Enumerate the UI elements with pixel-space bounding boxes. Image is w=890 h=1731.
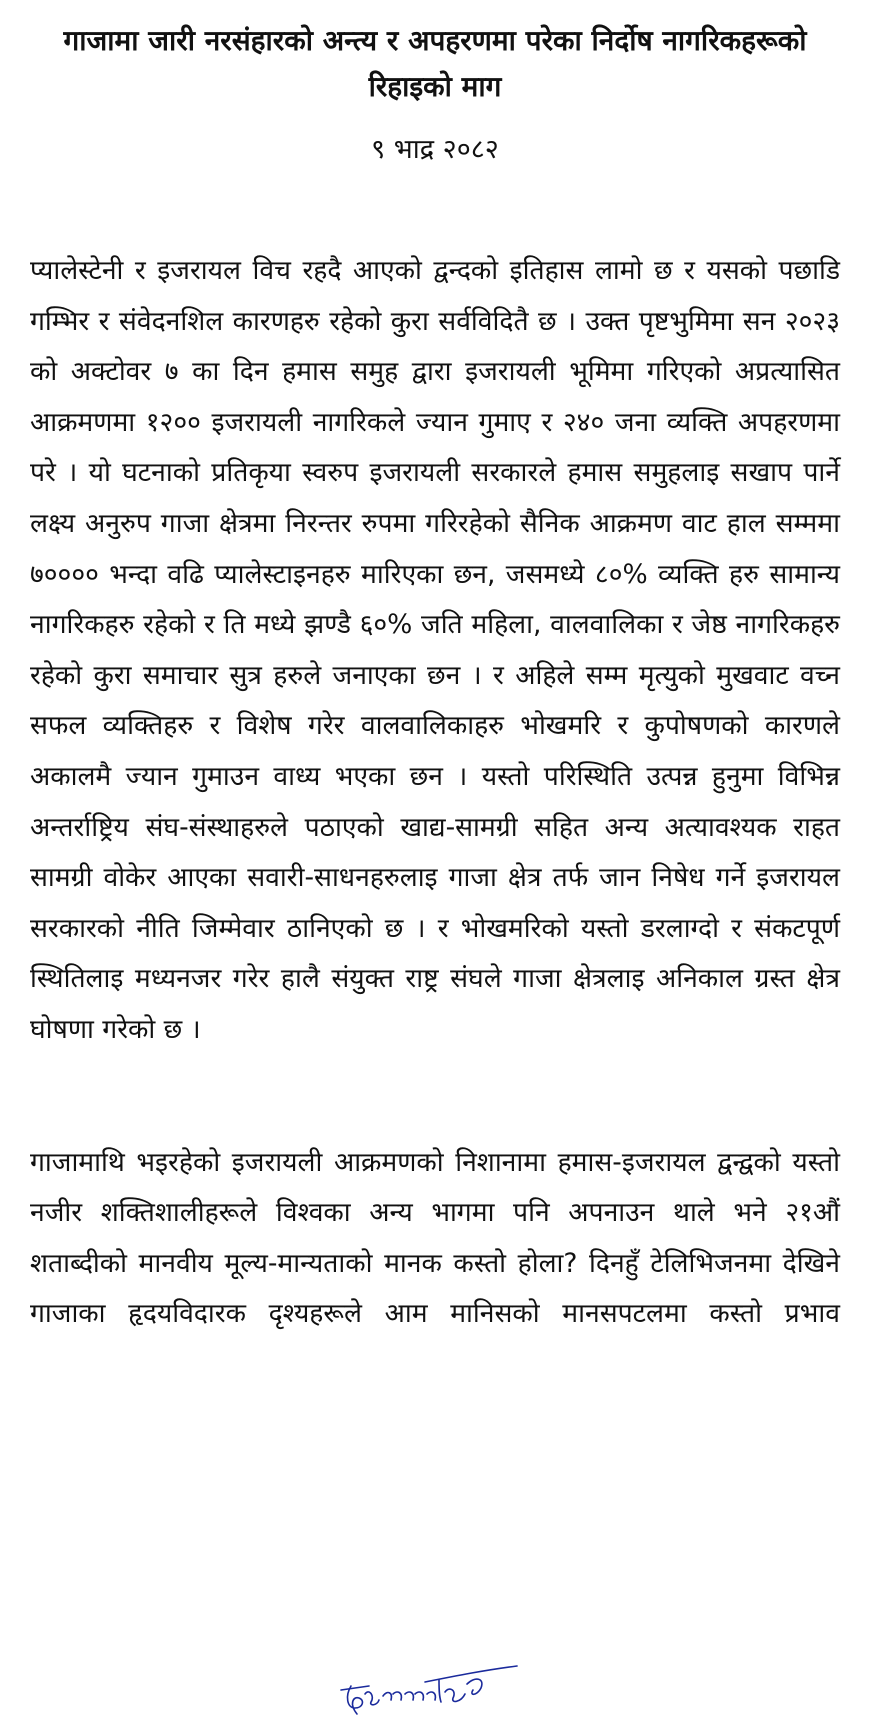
paragraph-1: प्यालेस्टेनी र इजरायल विच रहदै आएको द्वन्दको इतिहास लामो छ र यसको पछाडि गम्भिर र संवेदनशिल कारणहरु रहेको कुरा सर्वविदितै छ । उक्त पृष्टभुमिमा सन २०२३ को अक्टोवर ७ का दिन हमास समुह द्वारा इजरायली भूमिमा गरिएको अप्रत्यासित आक्रमणमा १२०० इजरायली नागरिकले ज्यान गुमाए र २४० जना व्यक्ति अपहरणमा परे । यो घटनाको प्रतिकृया स्वरुप इजरायली सरकारले हमास समुहलाइ सखाप पार्ने लक्ष्य अनुरुप गाजा क्षेत्रमा निरन्तर रुपमा गरिरहेको सैनिक आक्रमण वाट हाल सम्ममा ७०००० भन्दा वढि प्यालेस्टाइनहरु मारिएका छन, जसमध्ये ८०% व्यक्ति हरु सामान्य नागरिकहरु रहेको र ति मध्ये झण्डै ६०% जति महिला, वालवालिका र जेष्ठ नागरिकहरु रहेको कुरा समाचार सुत्र हरुले जनाएका छन । र अहिले सम्म मृत्युको मुखवाट वच्न सफल व्यक्तिहरु र विशेष गरेर वालवालिकाहरु भोखमरि र कुपोषणको कारणले अकालमै ज्यान गुमाउन वाध्य भएका छन । यस्तो परिस्थिति उत्पन्न हुनुमा विभिन्न अन्तर्राष्ट्रिय संघ-संस्थाहरुले पठाएको खाद्य-सामग्री सहित अन्य अत्यावश्यक राहत सामग्री वोकेर आएका सवारी-साधनहरुलाइ गाजा क्षेत्र तर्फ जान निषेध गर्ने इजरायल सरकारको नीति जिम्मेवार ठानिएको छ । र भोखमरिको यस्तो डरलाग्दो र संकटपूर्ण स्थितिलाइ मध्यनजर गरेर हालै संयुक्त राष्ट्र संघले गाजा क्षेत्रलाइ अनिकाल ग्रस्त क्षेत्र घोषणा गरेको छ । bbox=[30, 255, 840, 1045]
paragraph-2: गाजामाथि भइरहेको इजरायली आक्रमणको निशानामा हमास-इजरायल द्वन्द्वको यस्तो नजीर शक्तिशालीहरूले विश्वका अन्य भागमा पनि अपनाउन थाले भने २१औं शताब्दीको मानवीय मूल्य-मान्यताको मानक कस्तो होला? दिनहुँ टेलिभिजनमा देखिने गाजाका हृदयविदारक दृश्यहरूले आम मानिसको मानसपटलमा कस्तो प्रभाव bbox=[30, 1146, 840, 1330]
document-page bbox=[30, 0, 840, 1340]
document-title: गाजामा जारी नरसंहारको अन्त्य र अपहरणमा परेका निर्दोष नागरिकहरूको रिहाइको माग bbox=[63, 24, 807, 103]
signature-image bbox=[335, 1656, 525, 1726]
document-date: ९ भाद्र २०८२ bbox=[371, 134, 499, 165]
